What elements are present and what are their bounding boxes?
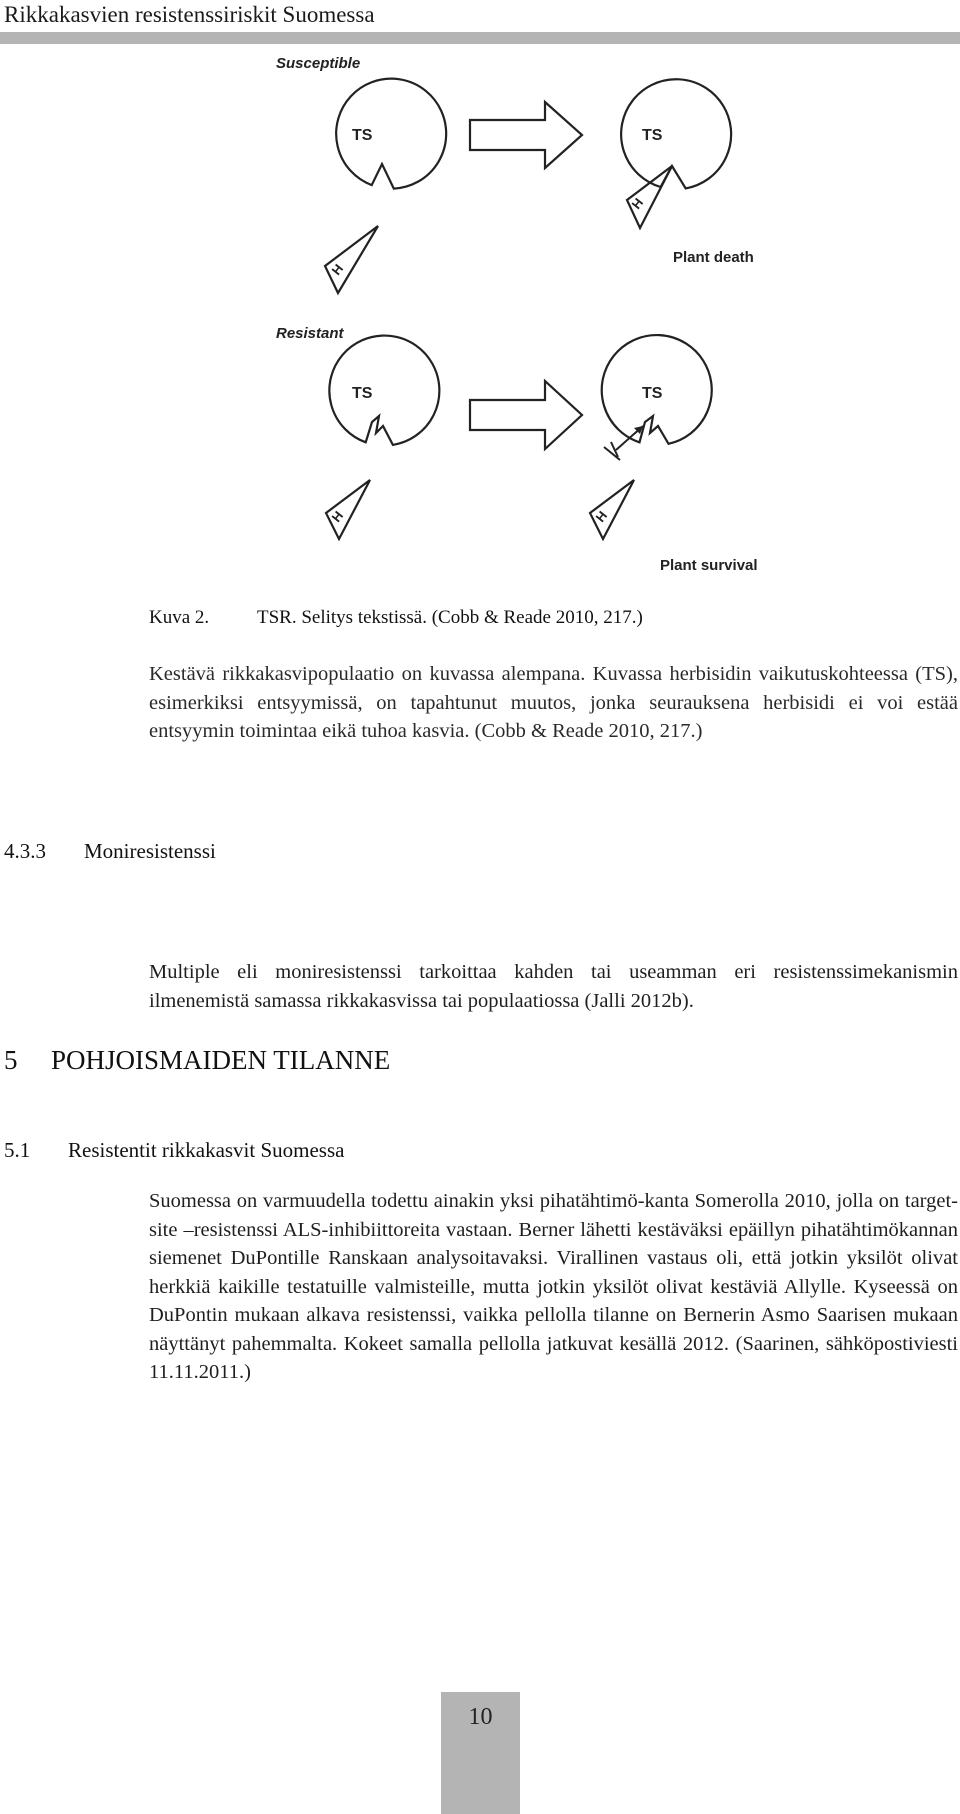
label-ts: TS: [352, 127, 373, 144]
paragraph-figure: Kestävä rikkakasvipopulaatio on kuvassa alempana. Kuvassa herbisidin vaikutuskohteessa (TS), esimerkiksi entsyymissä, on tapahtunut muutos, jonka seurauksena herbisidi ei voi estää entsyymin toimintaa eikä tuhoa kasvia. (Cobb & Reade 2010, 217.): [149, 663, 958, 742]
label-plant-survival: Plant survival: [660, 557, 758, 574]
label-h: H: [628, 195, 647, 212]
herbicide-susceptible-before: [325, 226, 378, 293]
label-ts: TS: [352, 385, 373, 402]
label-ts: TS: [642, 385, 663, 402]
section-heading-5-1: [4, 1137, 344, 1163]
paragraph-multiresistance: Multiple eli moniresistenssi tarkoittaa kahden tai useamman eri resistenssimekanismin ilmenemistä samassa rikkakasvissa tai populaatiossa (Jalli 2012b).: [149, 961, 958, 1012]
label-h: H: [328, 261, 347, 278]
label-plant-death: Plant death: [673, 249, 754, 266]
label-resistant: Resistant: [276, 325, 344, 342]
section-title: Resistentit rikkakasvit Suomessa: [68, 1138, 345, 1162]
transition-arrow-susceptible: [470, 102, 582, 168]
ts-circle-susceptible-after: [621, 79, 731, 188]
chapter-title: POHJOISMAIDEN TILANNE: [51, 1045, 391, 1075]
chapter-number: 5: [4, 1045, 18, 1075]
tsr-figure: [276, 48, 800, 588]
transition-arrow-resistant: [470, 381, 582, 449]
header-rule: [0, 32, 960, 44]
figure-caption: [149, 606, 643, 630]
label-h: H: [328, 508, 347, 525]
section-number: 5.1: [4, 1138, 31, 1162]
chapter-heading-5: [4, 1044, 390, 1076]
section-heading-4-3-3: [4, 838, 216, 864]
caption-number: Kuva 2.: [149, 607, 210, 628]
document-title: Rikkakasvien resistenssiriskit Suomessa: [4, 2, 375, 27]
label-ts: TS: [642, 127, 663, 144]
tsr-diagram: [276, 48, 800, 588]
label-h: H: [592, 508, 611, 525]
caption-text: TSR. Selitys tekstissä. (Cobb & Reade 2010, 217.): [257, 607, 643, 628]
page-number-box: [441, 1692, 520, 1814]
page-number: 10: [468, 1704, 493, 1730]
ts-circle-resistant-before: [329, 336, 439, 445]
paragraph-finland: Suomessa on varmuudella todettu ainakin yksi pihatähtimö-kanta Somerolla 2010, jolla on target-site –resistenssi ALS-inhibiittoreita vastaan. Berner lähetti kestäväksi epäillyn pihatähtimökannan siemenet DuPontille Ranskaan analysoitavaksi. Virallinen vastaus oli, että jotkin yksilöt olivat herkkiä kaikille testatuille valmisteille, mutta jotkin yksilöt olivat kestäviä Allylle. Kyseessä on DuPontin mukaan alkava resistenssi, vaikka pellolla tilanne on Bernerin Asmo Saarisen mukaan näyttänyt pahemmalta. Kokeet samalla pellolla jatkuvat kesällä 2012. (Saarinen, sähköpostiviesti 11.11.2011.): [149, 1190, 958, 1383]
section-number: 4.3.3: [4, 839, 46, 863]
section-title: Moniresistenssi: [84, 839, 216, 863]
label-susceptible: Susceptible: [276, 55, 361, 72]
